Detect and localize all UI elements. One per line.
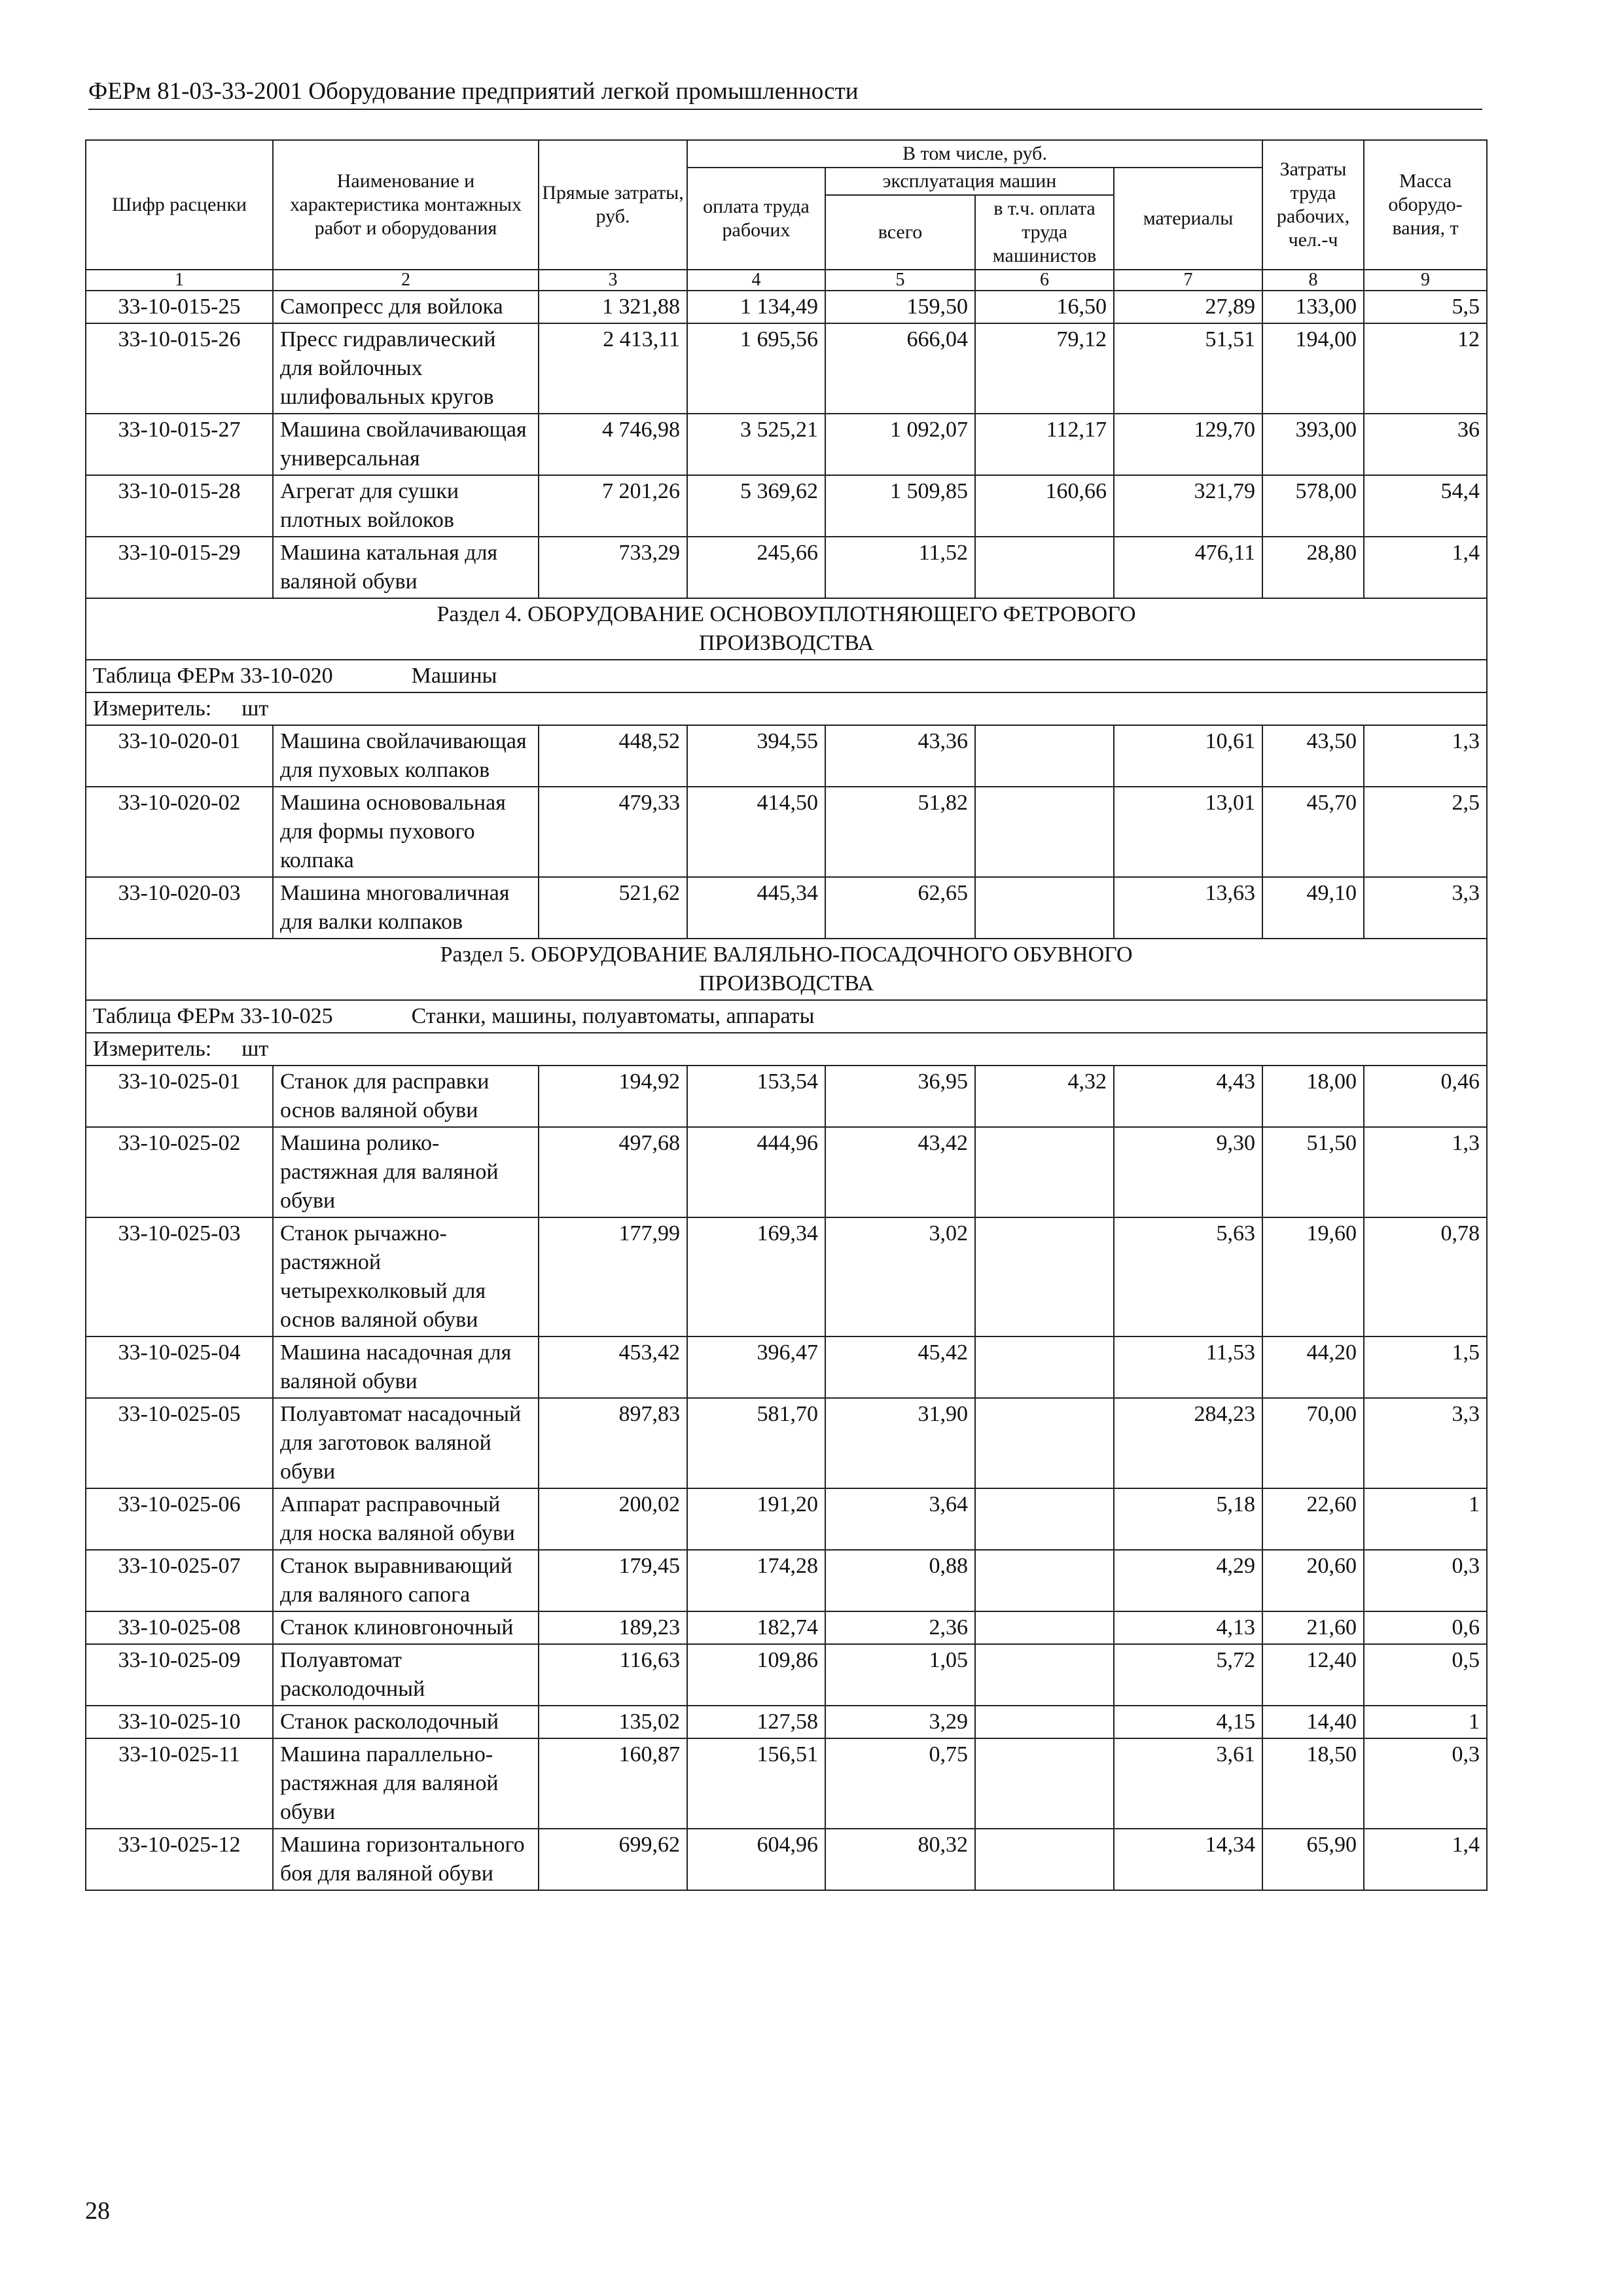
table-row	[86, 291, 1487, 323]
table-caption	[86, 1000, 1487, 1033]
cell-direct: 116,63	[539, 1644, 687, 1706]
column-numbers-row	[86, 270, 1487, 291]
cell-mass: 1,3	[1364, 1127, 1487, 1217]
cell-total: 36,95	[825, 1066, 975, 1127]
cell-mass: 1,4	[1364, 1829, 1487, 1890]
col-number: 8	[1262, 270, 1364, 291]
col-number: 4	[687, 270, 825, 291]
cell-name: Станок рычажно-растяжной четырехколковый для основ валяной обуви	[273, 1217, 539, 1336]
cell-name: Аппарат расправочный для носка валяной обуви	[273, 1488, 539, 1550]
cell-code: 33-10-025-10	[86, 1706, 273, 1738]
cell-materials: 4,29	[1114, 1550, 1262, 1611]
col-machines-total-header: всего	[825, 195, 975, 270]
cell-mass: 12	[1364, 323, 1487, 414]
col-number: 3	[539, 270, 687, 291]
col-name-header: Наименование и характеристика монтажных работ и оборудования	[273, 140, 539, 270]
table-row	[86, 1336, 1487, 1398]
table-row	[86, 1066, 1487, 1127]
cell-total: 1,05	[825, 1644, 975, 1706]
cell-name: Полуавтомат расколодочный	[273, 1644, 539, 1706]
section-title	[86, 598, 1487, 660]
rows-group-020	[86, 725, 1487, 939]
cell-machinists: 4,32	[975, 1066, 1114, 1127]
cell-materials: 5,63	[1114, 1217, 1262, 1336]
cell-hours: 18,50	[1262, 1738, 1364, 1829]
cell-labor: 127,58	[687, 1706, 825, 1738]
cell-mass: 1	[1364, 1488, 1487, 1550]
cell-code: 33-10-025-07	[86, 1550, 273, 1611]
cell-materials: 51,51	[1114, 323, 1262, 414]
cell-mass: 54,4	[1364, 475, 1487, 537]
cell-direct: 2 413,11	[539, 323, 687, 414]
section-4	[86, 598, 1487, 725]
cell-hours: 19,60	[1262, 1217, 1364, 1336]
cell-hours: 18,00	[1262, 1066, 1364, 1127]
cell-materials: 13,01	[1114, 787, 1262, 877]
section-title	[86, 939, 1487, 1000]
cell-hours: 12,40	[1262, 1644, 1364, 1706]
section-title-line: ПРОИЗВОДСТВА	[698, 971, 874, 996]
cell-direct: 521,62	[539, 877, 687, 939]
col-number: 5	[825, 270, 975, 291]
cell-direct: 135,02	[539, 1706, 687, 1738]
cell-materials: 27,89	[1114, 291, 1262, 323]
table-row	[86, 1127, 1487, 1217]
cell-hours: 51,50	[1262, 1127, 1364, 1217]
col-number: 6	[975, 270, 1114, 291]
cell-direct: 179,45	[539, 1550, 687, 1611]
cell-materials: 4,13	[1114, 1611, 1262, 1644]
section-title-line: ПРОИЗВОДСТВА	[698, 631, 874, 655]
cell-code: 33-10-025-05	[86, 1398, 273, 1488]
col-number: 9	[1364, 270, 1487, 291]
table-row	[86, 1829, 1487, 1890]
measure-label: Измеритель:	[93, 696, 212, 721]
table-row	[86, 877, 1487, 939]
cell-machinists	[975, 877, 1114, 939]
cell-machinists	[975, 1829, 1114, 1890]
measure-caption	[86, 692, 1487, 725]
cell-hours: 45,70	[1262, 787, 1364, 877]
cell-mass: 0,6	[1364, 1611, 1487, 1644]
cell-labor: 3 525,21	[687, 414, 825, 475]
cell-labor: 153,54	[687, 1066, 825, 1127]
cell-code: 33-10-025-02	[86, 1127, 273, 1217]
table-name: Станки, машины, полуавтоматы, аппараты	[411, 1004, 815, 1028]
cell-name: Машина насадочная для валяной обуви	[273, 1336, 539, 1398]
section-title-line: Раздел 5. ОБОРУДОВАНИЕ ВАЛЯЛЬНО-ПОСАДОЧНОГО ОБУВНОГО	[440, 942, 1133, 967]
cell-total: 45,42	[825, 1336, 975, 1398]
cell-materials: 476,11	[1114, 537, 1262, 598]
cell-machinists	[975, 1738, 1114, 1829]
cell-name: Машина параллельно-растяжная для валяной обуви	[273, 1738, 539, 1829]
cell-hours: 44,20	[1262, 1336, 1364, 1398]
cell-materials: 321,79	[1114, 475, 1262, 537]
measure-unit: шт	[241, 1037, 269, 1061]
cell-hours: 49,10	[1262, 877, 1364, 939]
cell-code: 33-10-015-29	[86, 537, 273, 598]
cell-mass: 0,5	[1364, 1644, 1487, 1706]
cell-direct: 160,87	[539, 1738, 687, 1829]
section-5	[86, 939, 1487, 1066]
cell-hours: 133,00	[1262, 291, 1364, 323]
cell-total: 1 509,85	[825, 475, 975, 537]
rates-table	[85, 139, 1488, 1891]
cell-labor: 394,55	[687, 725, 825, 787]
cell-name: Станок клиновгоночный	[273, 1611, 539, 1644]
cell-hours: 194,00	[1262, 323, 1364, 414]
cell-hours: 22,60	[1262, 1488, 1364, 1550]
cell-mass: 1,3	[1364, 725, 1487, 787]
table-row	[86, 1611, 1487, 1644]
cell-name: Машина свойлачивающая для пуховых колпаков	[273, 725, 539, 787]
table-row	[86, 414, 1487, 475]
table-row	[86, 1644, 1487, 1706]
table-row	[86, 1706, 1487, 1738]
cell-code: 33-10-025-11	[86, 1738, 273, 1829]
cell-materials: 9,30	[1114, 1127, 1262, 1217]
cell-labor: 444,96	[687, 1127, 825, 1217]
cell-labor: 581,70	[687, 1398, 825, 1488]
table-row	[86, 1550, 1487, 1611]
cell-name: Машина катальная для валяной обуви	[273, 537, 539, 598]
cell-materials: 4,43	[1114, 1066, 1262, 1127]
cell-code: 33-10-025-12	[86, 1829, 273, 1890]
cell-name: Машина свойлачивающая универсальная	[273, 414, 539, 475]
page-header: ФЕРм 81-03-33-2001 Оборудование предприятий легкой промышленности	[88, 77, 1482, 110]
cell-machinists	[975, 1706, 1114, 1738]
cell-materials: 129,70	[1114, 414, 1262, 475]
cell-machinists	[975, 725, 1114, 787]
cell-mass: 5,5	[1364, 291, 1487, 323]
col-machines-header: эксплуатация машин	[825, 168, 1114, 195]
cell-name: Самопресс для войлока	[273, 291, 539, 323]
cell-hours: 43,50	[1262, 725, 1364, 787]
cell-machinists	[975, 1127, 1114, 1217]
cell-labor: 245,66	[687, 537, 825, 598]
cell-total: 0,88	[825, 1550, 975, 1611]
table-label: Таблица ФЕРм 33-10-020	[93, 664, 333, 688]
measure-caption	[86, 1033, 1487, 1066]
cell-materials: 4,15	[1114, 1706, 1262, 1738]
cell-mass: 1,5	[1364, 1336, 1487, 1398]
cell-total: 1 092,07	[825, 414, 975, 475]
cell-materials: 5,18	[1114, 1488, 1262, 1550]
col-code-header: Шифр расценки	[86, 140, 273, 270]
cell-total: 3,64	[825, 1488, 975, 1550]
cell-total: 31,90	[825, 1398, 975, 1488]
cell-labor: 5 369,62	[687, 475, 825, 537]
cell-machinists	[975, 787, 1114, 877]
table-row	[86, 1738, 1487, 1829]
cell-direct: 699,62	[539, 1829, 687, 1890]
cell-name: Машина основовальная для формы пухового колпака	[273, 787, 539, 877]
cell-code: 33-10-020-02	[86, 787, 273, 877]
cell-code: 33-10-025-01	[86, 1066, 273, 1127]
cell-name: Машина многоваличная для валки колпаков	[273, 877, 539, 939]
measure-label: Измеритель:	[93, 1037, 212, 1061]
cell-machinists	[975, 1217, 1114, 1336]
cell-name: Полуавтомат насадочный для заготовок валяной обуви	[273, 1398, 539, 1488]
cell-hours: 578,00	[1262, 475, 1364, 537]
table-row	[86, 475, 1487, 537]
cell-direct: 189,23	[539, 1611, 687, 1644]
cell-materials: 14,34	[1114, 1829, 1262, 1890]
cell-direct: 7 201,26	[539, 475, 687, 537]
col-number: 2	[273, 270, 539, 291]
cell-total: 80,32	[825, 1829, 975, 1890]
cell-machinists	[975, 1550, 1114, 1611]
page-number: 28	[85, 2197, 110, 2225]
cell-labor: 1 134,49	[687, 291, 825, 323]
table-row	[86, 787, 1487, 877]
cell-hours: 14,40	[1262, 1706, 1364, 1738]
cell-total: 62,65	[825, 877, 975, 939]
cell-name: Машина ролико-растяжная для валяной обуви	[273, 1127, 539, 1217]
cell-code: 33-10-025-04	[86, 1336, 273, 1398]
cell-labor: 182,74	[687, 1611, 825, 1644]
col-incl-header: В том числе, руб.	[687, 140, 1262, 168]
cell-mass: 0,78	[1364, 1217, 1487, 1336]
table-row	[86, 1398, 1487, 1488]
cell-direct: 177,99	[539, 1217, 687, 1336]
cell-materials: 5,72	[1114, 1644, 1262, 1706]
cell-mass: 2,5	[1364, 787, 1487, 877]
cell-total: 666,04	[825, 323, 975, 414]
cell-machinists	[975, 1488, 1114, 1550]
cell-hours: 20,60	[1262, 1550, 1364, 1611]
cell-machinists	[975, 1611, 1114, 1644]
col-labor-header: оплата труда рабочих	[687, 168, 825, 270]
cell-total: 11,52	[825, 537, 975, 598]
cell-hours: 70,00	[1262, 1398, 1364, 1488]
table-row	[86, 1488, 1487, 1550]
section-title-line: Раздел 4. ОБОРУДОВАНИЕ ОСНОВОУПЛОТНЯЮЩЕГО ФЕТРОВОГО	[437, 602, 1136, 626]
cell-materials: 3,61	[1114, 1738, 1262, 1829]
cell-machinists: 79,12	[975, 323, 1114, 414]
cell-materials: 11,53	[1114, 1336, 1262, 1398]
cell-labor: 191,20	[687, 1488, 825, 1550]
cell-mass: 1,4	[1364, 537, 1487, 598]
cell-labor: 396,47	[687, 1336, 825, 1398]
cell-direct: 448,52	[539, 725, 687, 787]
cell-labor: 414,50	[687, 787, 825, 877]
table-header	[86, 140, 1487, 291]
col-direct-header: Прямые затраты, руб.	[539, 140, 687, 270]
cell-mass: 1	[1364, 1706, 1487, 1738]
cell-code: 33-10-025-03	[86, 1217, 273, 1336]
cell-materials: 284,23	[1114, 1398, 1262, 1488]
cell-mass: 0,46	[1364, 1066, 1487, 1127]
cell-total: 3,29	[825, 1706, 975, 1738]
cell-code: 33-10-015-27	[86, 414, 273, 475]
table-row	[86, 323, 1487, 414]
cell-mass: 3,3	[1364, 1398, 1487, 1488]
cell-direct: 733,29	[539, 537, 687, 598]
col-number: 7	[1114, 270, 1262, 291]
cell-materials: 10,61	[1114, 725, 1262, 787]
cell-code: 33-10-015-28	[86, 475, 273, 537]
table-row	[86, 725, 1487, 787]
cell-hours: 393,00	[1262, 414, 1364, 475]
cell-direct: 897,83	[539, 1398, 687, 1488]
cell-mass: 0,3	[1364, 1550, 1487, 1611]
cell-labor: 174,28	[687, 1550, 825, 1611]
cell-hours: 21,60	[1262, 1611, 1364, 1644]
cell-machinists: 160,66	[975, 475, 1114, 537]
cell-labor: 169,34	[687, 1217, 825, 1336]
cell-code: 33-10-020-03	[86, 877, 273, 939]
measure-unit: шт	[241, 696, 269, 721]
col-machinists-header: в т.ч. оплата труда машинистов	[975, 195, 1114, 270]
cell-mass: 0,3	[1364, 1738, 1487, 1829]
cell-total: 3,02	[825, 1217, 975, 1336]
table-row	[86, 537, 1487, 598]
cell-total: 51,82	[825, 787, 975, 877]
cell-labor: 445,34	[687, 877, 825, 939]
cell-machinists	[975, 1644, 1114, 1706]
cell-direct: 194,92	[539, 1066, 687, 1127]
cell-hours: 28,80	[1262, 537, 1364, 598]
cell-name: Машина горизонтального боя для валяной обуви	[273, 1829, 539, 1890]
cell-name: Станок для расправки основ валяной обуви	[273, 1066, 539, 1127]
cell-direct: 1 321,88	[539, 291, 687, 323]
cell-code: 33-10-015-26	[86, 323, 273, 414]
cell-code: 33-10-020-01	[86, 725, 273, 787]
cell-direct: 453,42	[539, 1336, 687, 1398]
rows-group-015	[86, 291, 1487, 598]
cell-code: 33-10-025-09	[86, 1644, 273, 1706]
table-label: Таблица ФЕРм 33-10-025	[93, 1004, 333, 1028]
cell-machinists: 16,50	[975, 291, 1114, 323]
cell-machinists	[975, 1336, 1114, 1398]
col-mass-header: Масса оборудо-вания, т	[1364, 140, 1487, 270]
cell-labor: 109,86	[687, 1644, 825, 1706]
cell-name: Пресс гидравлический для войлочных шлифовальных кругов	[273, 323, 539, 414]
cell-hours: 65,90	[1262, 1829, 1364, 1890]
cell-direct: 497,68	[539, 1127, 687, 1217]
cell-machinists	[975, 1398, 1114, 1488]
cell-labor: 1 695,56	[687, 323, 825, 414]
cell-total: 43,36	[825, 725, 975, 787]
cell-machinists: 112,17	[975, 414, 1114, 475]
cell-total: 43,42	[825, 1127, 975, 1217]
cell-labor: 604,96	[687, 1829, 825, 1890]
cell-total: 159,50	[825, 291, 975, 323]
table-row	[86, 1217, 1487, 1336]
cell-name: Станок расколодочный	[273, 1706, 539, 1738]
cell-labor: 156,51	[687, 1738, 825, 1829]
rows-group-025	[86, 1066, 1487, 1890]
cell-total: 2,36	[825, 1611, 975, 1644]
cell-name: Агрегат для сушки плотных войлоков	[273, 475, 539, 537]
cell-name: Станок выравнивающий для валяного сапога	[273, 1550, 539, 1611]
cell-direct: 200,02	[539, 1488, 687, 1550]
cell-mass: 36	[1364, 414, 1487, 475]
cell-machinists	[975, 537, 1114, 598]
cell-code: 33-10-025-06	[86, 1488, 273, 1550]
cell-mass: 3,3	[1364, 877, 1487, 939]
cell-direct: 479,33	[539, 787, 687, 877]
col-materials-header: материалы	[1114, 168, 1262, 270]
cell-materials: 13,63	[1114, 877, 1262, 939]
cell-code: 33-10-025-08	[86, 1611, 273, 1644]
table-caption	[86, 660, 1487, 692]
cell-direct: 4 746,98	[539, 414, 687, 475]
col-labor-cost-header: Затраты труда рабочих, чел.-ч	[1262, 140, 1364, 270]
col-number: 1	[86, 270, 273, 291]
cell-total: 0,75	[825, 1738, 975, 1829]
table-name: Машины	[411, 664, 497, 688]
cell-code: 33-10-015-25	[86, 291, 273, 323]
